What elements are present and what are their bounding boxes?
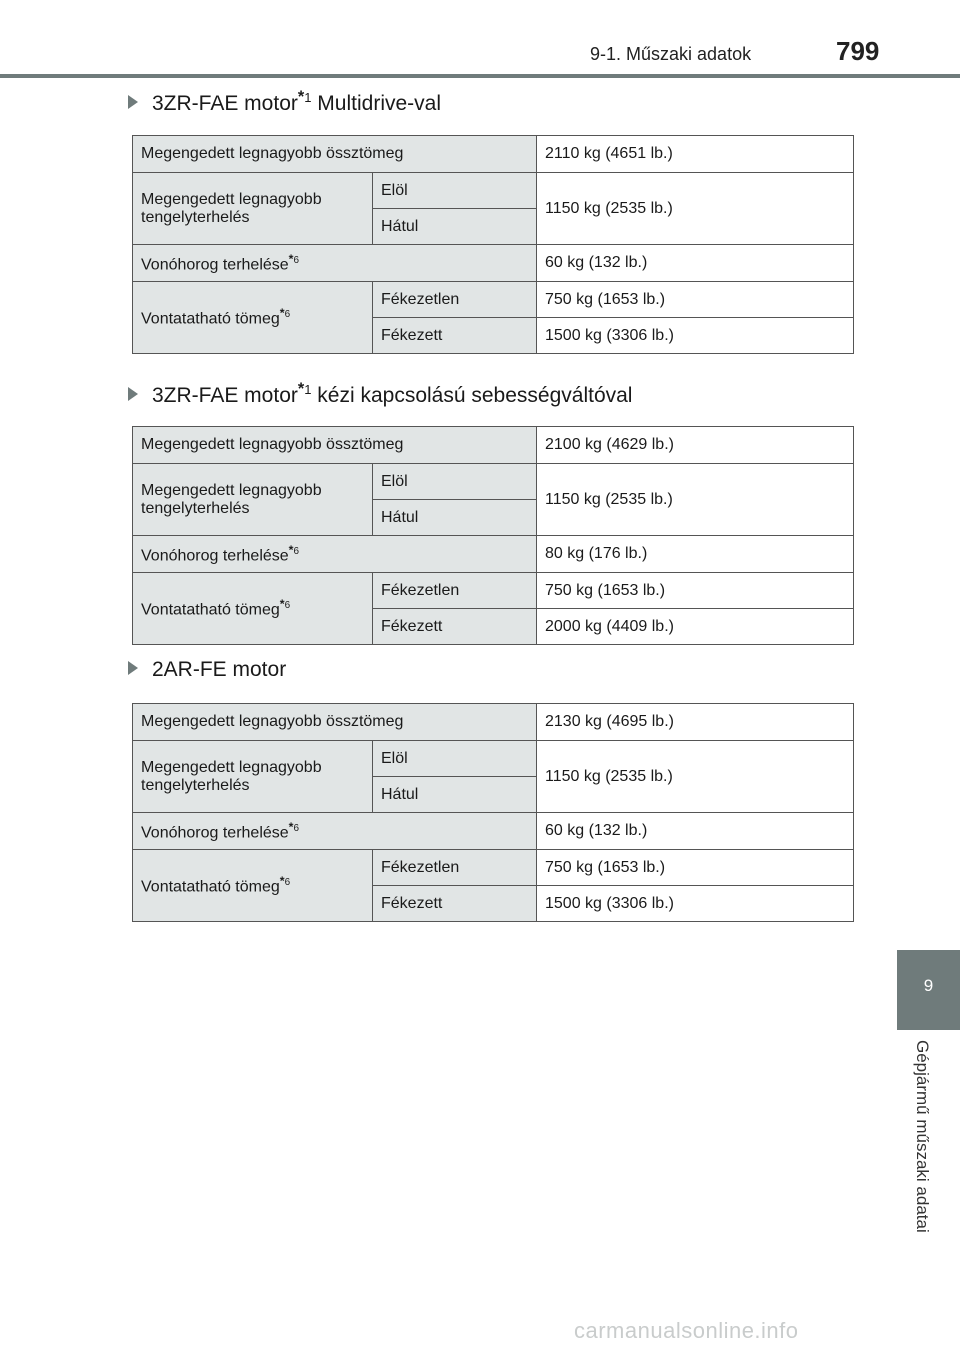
table-row bbox=[133, 536, 854, 573]
spec-table-multidrive bbox=[132, 135, 854, 354]
max-mass-value: 2100 kg (4629 lb.) bbox=[537, 427, 854, 464]
spec-table-2ar-fe bbox=[132, 703, 854, 922]
hitch-load-label: Vonóhorog terhelése$^{*6}$ bbox=[133, 245, 537, 282]
max-mass-value: 2110 kg (4651 lb.) bbox=[537, 136, 854, 173]
towable-mass-label: Vontatatható tömeg$^{*6}$ bbox=[133, 573, 373, 645]
triangle-bullet-icon bbox=[128, 387, 138, 401]
section-heading-2ar-fe: 2AR-FE motor bbox=[128, 658, 286, 682]
braked-value: 1500 kg (3306 lb.) bbox=[537, 886, 854, 922]
header-divider bbox=[0, 74, 960, 78]
hitch-load-value: 60 kg (132 lb.) bbox=[537, 245, 854, 282]
table-row bbox=[133, 464, 854, 500]
max-mass-label: Megengedett legnagyobb össztömeg bbox=[133, 136, 537, 173]
spec-table-manual bbox=[132, 426, 854, 645]
front-label: Elöl bbox=[373, 464, 537, 500]
unbraked-value: 750 kg (1653 lb.) bbox=[537, 850, 854, 886]
chapter-label: Gépjármű műszaki adatai bbox=[913, 1040, 932, 1233]
hitch-load-value: 80 kg (176 lb.) bbox=[537, 536, 854, 573]
towable-mass-label: Vontatatható tömeg$^{*6}$ bbox=[133, 850, 373, 922]
axle-load-label: Megengedett legnagyobb tengelyterhelés bbox=[133, 741, 373, 813]
front-label: Elöl bbox=[373, 741, 537, 777]
rear-label: Hátul bbox=[373, 209, 537, 245]
axle-load-value: 1150 kg (2535 lb.) bbox=[537, 173, 854, 245]
towable-mass-label: Vontatatható tömeg$^{*6}$ bbox=[133, 282, 373, 354]
table-row bbox=[133, 704, 854, 741]
watermark: carmanualsonline.info bbox=[574, 1318, 799, 1343]
axle-load-value: 1150 kg (2535 lb.) bbox=[537, 464, 854, 536]
table-row bbox=[133, 173, 854, 209]
table-row bbox=[133, 245, 854, 282]
table-row bbox=[133, 573, 854, 609]
unbraked-value: 750 kg (1653 lb.) bbox=[537, 573, 854, 609]
braked-value: 2000 kg (4409 lb.) bbox=[537, 609, 854, 645]
max-mass-label: Megengedett legnagyobb össztömeg bbox=[133, 704, 537, 741]
unbraked-label: Fékezetlen bbox=[373, 573, 537, 609]
page-number: 799 bbox=[836, 36, 880, 66]
braked-label: Fékezett bbox=[373, 318, 537, 354]
axle-load-value: 1150 kg (2535 lb.) bbox=[537, 741, 854, 813]
unbraked-label: Fékezetlen bbox=[373, 282, 537, 318]
braked-label: Fékezett bbox=[373, 609, 537, 645]
axle-load-label: Megengedett legnagyobb tengelyterhelés bbox=[133, 464, 373, 536]
unbraked-value: 750 kg (1653 lb.) bbox=[537, 282, 854, 318]
triangle-bullet-icon bbox=[128, 661, 138, 675]
hitch-load-label: Vonóhorog terhelése$^{*6}$ bbox=[133, 813, 537, 850]
chapter-tab bbox=[897, 950, 960, 1030]
triangle-bullet-icon bbox=[128, 95, 138, 109]
rear-label: Hátul bbox=[373, 500, 537, 536]
table-row bbox=[133, 136, 854, 173]
table-row bbox=[133, 282, 854, 318]
table-row bbox=[133, 850, 854, 886]
rear-label: Hátul bbox=[373, 777, 537, 813]
braked-value: 1500 kg (3306 lb.) bbox=[537, 318, 854, 354]
front-label: Elöl bbox=[373, 173, 537, 209]
table-row bbox=[133, 741, 854, 777]
header-section-title: 9-1. Műszaki adatok bbox=[590, 44, 752, 64]
max-mass-value: 2130 kg (4695 lb.) bbox=[537, 704, 854, 741]
hitch-load-label: Vonóhorog terhelése$^{*6}$ bbox=[133, 536, 537, 573]
table-row bbox=[133, 427, 854, 464]
chapter-number: 9 bbox=[923, 976, 934, 995]
hitch-load-value: 60 kg (132 lb.) bbox=[537, 813, 854, 850]
section-heading-multidrive: 3ZR-FAE motor$^{*1}$ Multidrive-val bbox=[128, 88, 441, 116]
section-heading-manual: 3ZR-FAE motor$^{*1}$ kézi kapcsolású sebességváltóval bbox=[128, 380, 632, 408]
braked-label: Fékezett bbox=[373, 886, 537, 922]
unbraked-label: Fékezetlen bbox=[373, 850, 537, 886]
axle-load-label: Megengedett legnagyobb tengelyterhelés bbox=[133, 173, 373, 245]
table-row bbox=[133, 813, 854, 850]
max-mass-label: Megengedett legnagyobb össztömeg bbox=[133, 427, 537, 464]
